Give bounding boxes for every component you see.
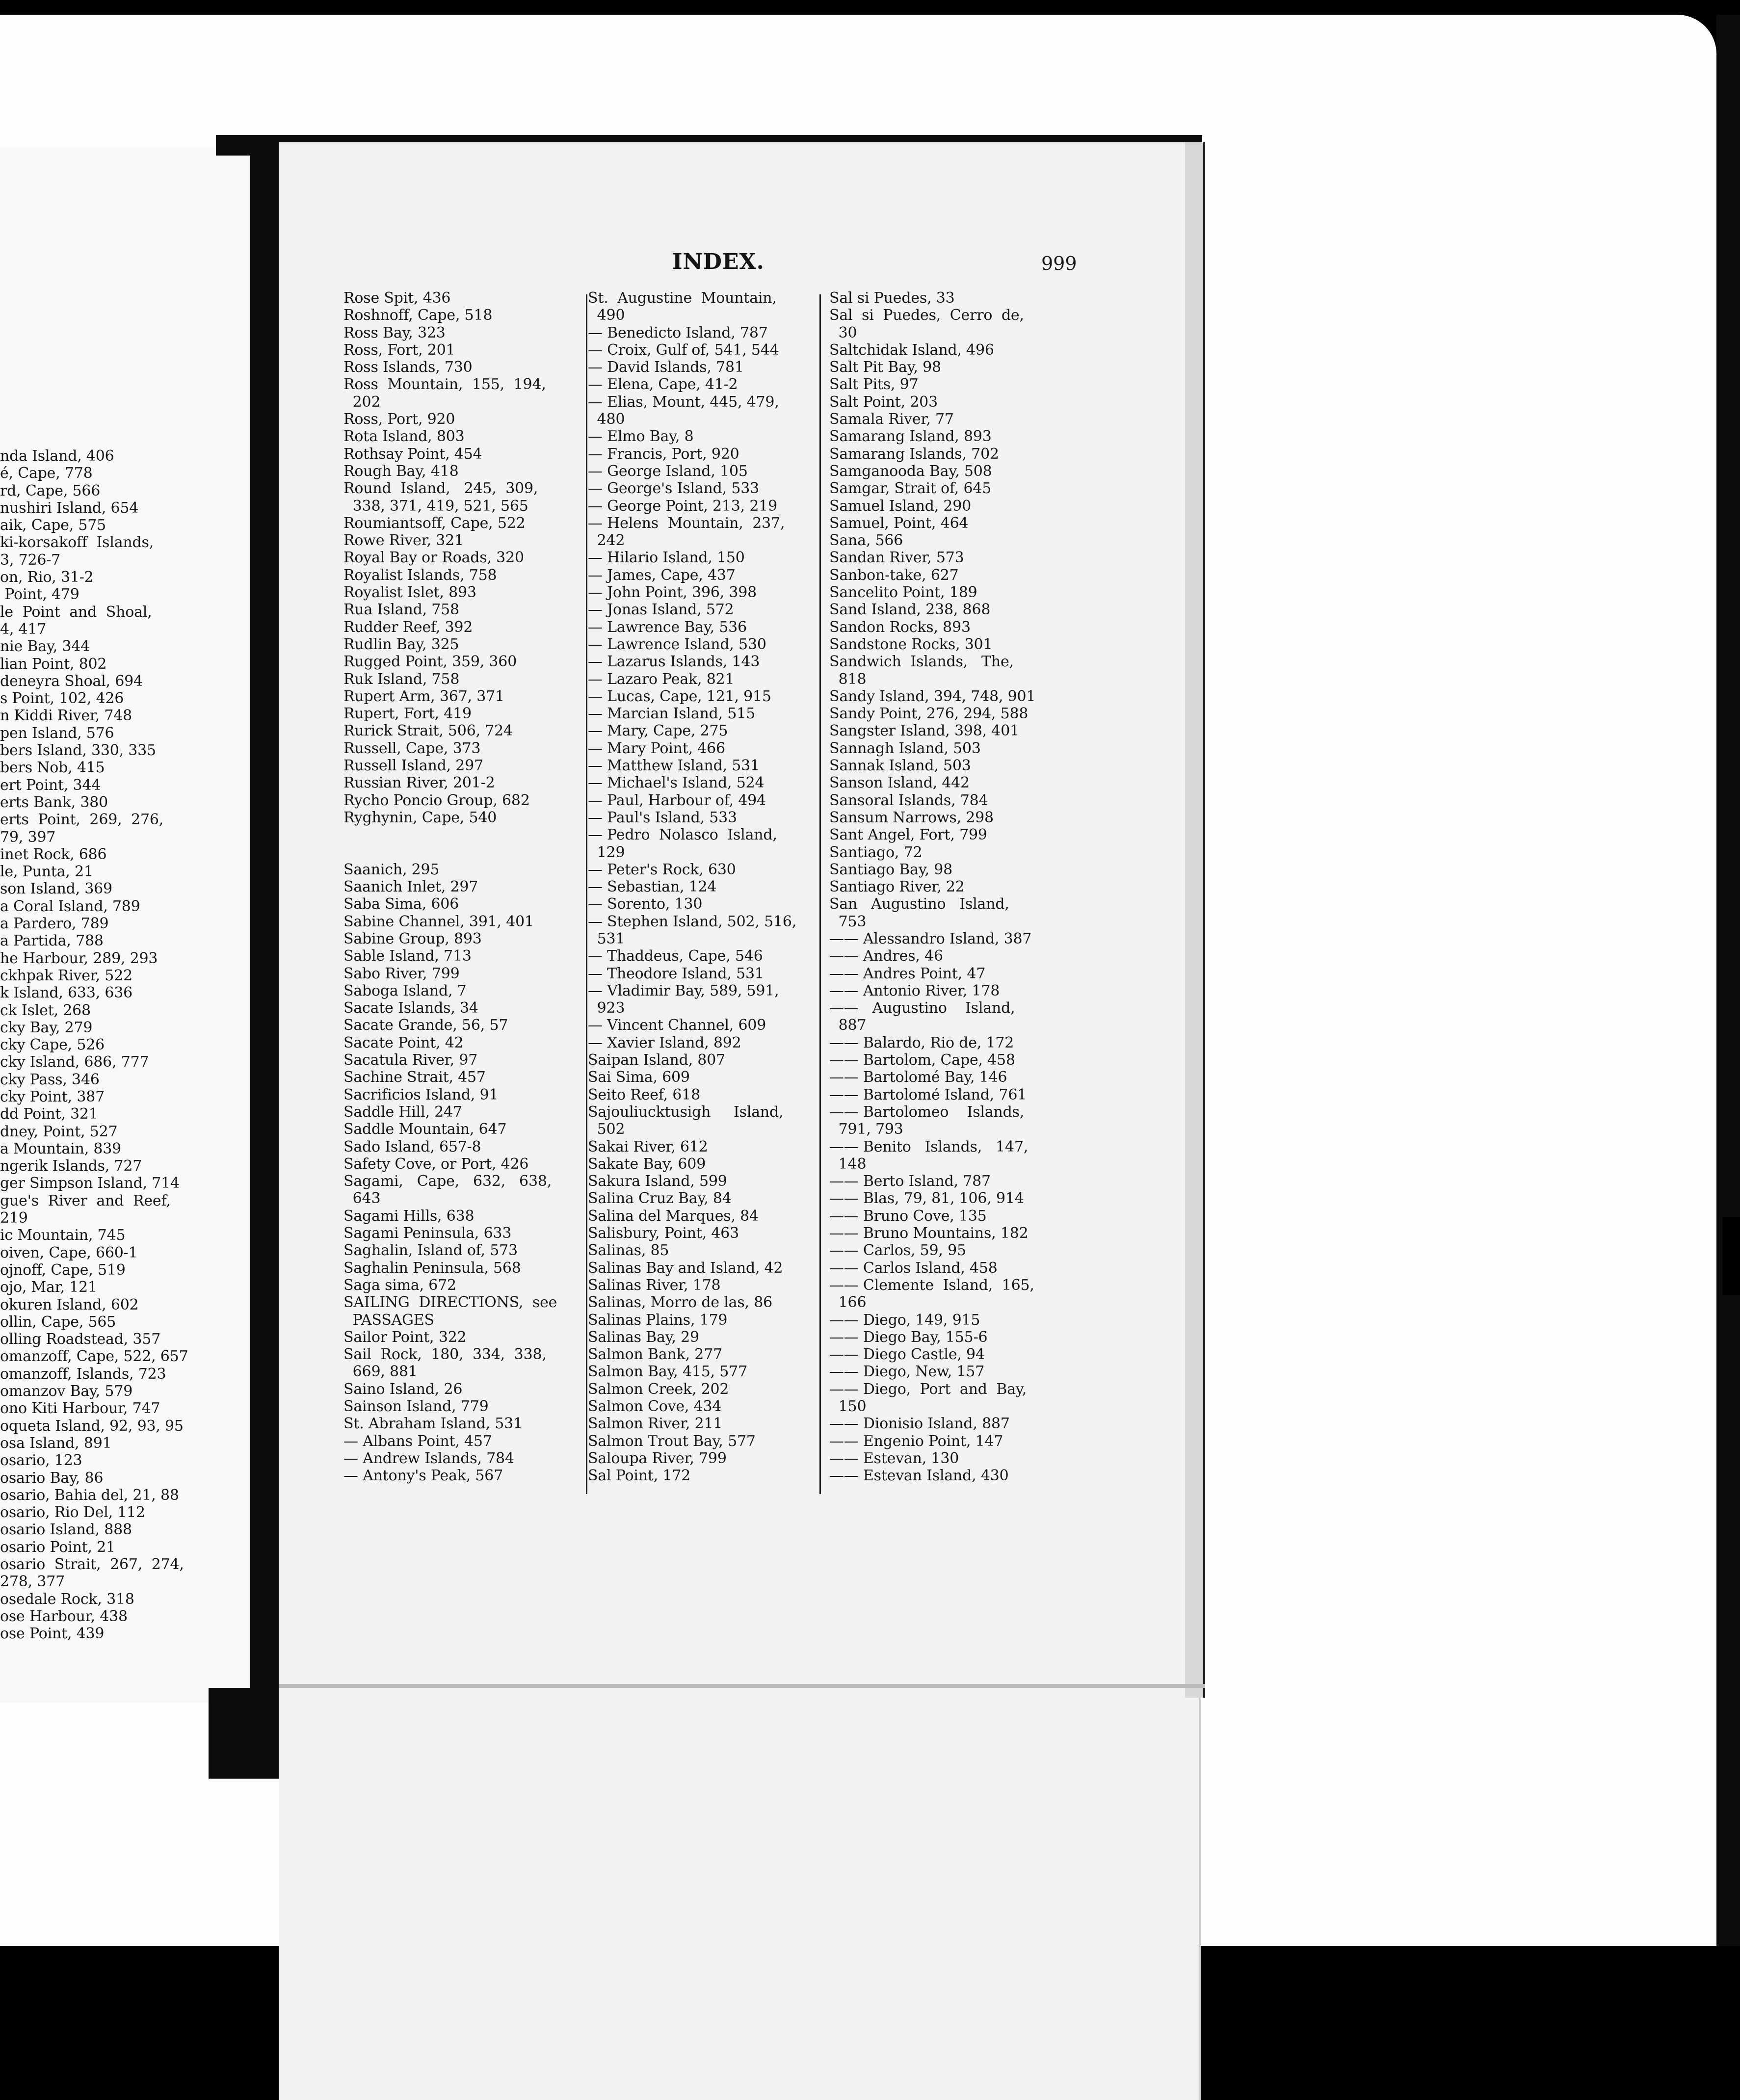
index-entry-line: 4, 417	[0, 620, 47, 638]
index-entry-line: — Benedicto Island, 787	[588, 324, 768, 341]
index-entry-line: okuren Island, 602	[0, 1296, 139, 1313]
index-entry-line: Salmon Bay, 415, 577	[588, 1363, 747, 1381]
index-entry-line: Rupert Arm, 367, 371	[343, 687, 504, 705]
index-entry-line: Sacrificios Island, 91	[343, 1086, 499, 1103]
index-entry-line: Rota Island, 803	[343, 428, 465, 446]
film-edge-mark	[1722, 1217, 1740, 1295]
index-entry-line: Roumiantsoff, Cape, 522	[343, 514, 526, 532]
index-entry-line: Sabo River, 799	[343, 965, 460, 982]
index-entry-line: Samarang Island, 893	[829, 428, 992, 446]
index-entry-line: ert Point, 344	[0, 776, 101, 794]
index-entry-line: osario Strait, 267, 274,	[0, 1556, 184, 1573]
index-entry-line: Salmon Cove, 434	[588, 1398, 722, 1415]
left-page-fragment	[0, 147, 250, 1703]
index-entry-line: — Xavier Island, 892	[588, 1034, 741, 1051]
index-entry-line: Rudlin Bay, 325	[343, 635, 459, 653]
index-entry-line: St. Augustine Mountain,	[588, 289, 777, 307]
index-entry-line: Salina del Marques, 84	[588, 1207, 759, 1225]
index-entry-line: — Francis, Port, 920	[588, 445, 739, 463]
index-entry-line: 669, 881	[343, 1363, 418, 1381]
index-entry-line: Saanich, 295	[343, 861, 440, 878]
index-entry-line: a Coral Island, 789	[0, 897, 140, 915]
index-entry-line: on, Rio, 31-2	[0, 569, 94, 586]
index-entry-line: é, Cape, 778	[0, 465, 93, 482]
index-entry-line: Samarang Islands, 702	[829, 445, 999, 463]
index-entry-line: —— Alessandro Island, 387	[829, 930, 1032, 947]
index-entry-line: Salmon Creek, 202	[588, 1380, 729, 1398]
index-entry-line: osario Bay, 86	[0, 1469, 104, 1487]
index-entry-line: Sakai River, 612	[588, 1138, 708, 1155]
index-entry-line: Sacatula River, 97	[343, 1051, 478, 1069]
page-fore-edge	[1185, 142, 1204, 1698]
index-entry-line: — Mary, Cape, 275	[588, 722, 728, 740]
index-entry-line: — Albans Point, 457	[343, 1432, 492, 1450]
index-entry-line: cky Island, 686, 777	[0, 1053, 149, 1071]
index-entry-line: Sand Island, 238, 868	[829, 601, 991, 619]
page-number: 999	[1041, 253, 1077, 274]
index-entry-line: 480	[588, 411, 625, 428]
page-bottom-edge	[279, 1684, 1205, 1688]
page-title: INDEX.	[672, 249, 765, 274]
index-entry-line: Salinas, Morro de las, 86	[588, 1294, 772, 1312]
index-entry-line: Rurick Strait, 506, 724	[343, 722, 513, 740]
index-entry-line: Sail Rock, 180, 334, 338,	[343, 1346, 547, 1364]
index-entry-line: — Paul, Harbour of, 494	[588, 791, 766, 809]
index-entry-line: osa Island, 891	[0, 1434, 112, 1452]
index-entry-line: Russell Island, 297	[343, 757, 483, 775]
index-entry-line: — Vladimir Bay, 589, 591,	[588, 982, 779, 999]
index-entry-line: Royalist Islands, 758	[343, 566, 497, 584]
index-entry-line: ger Simpson Island, 714	[0, 1175, 180, 1192]
index-entry-line: ollin, Cape, 565	[0, 1313, 116, 1331]
index-entry-line: Sandstone Rocks, 301	[829, 635, 993, 653]
index-entry-line: osario, 123	[0, 1452, 82, 1470]
index-entry-line: — Helens Mountain, 237,	[588, 514, 785, 532]
index-entry-line: —— Diego, 149, 915	[829, 1311, 980, 1329]
index-entry-line: a Mountain, 839	[0, 1140, 122, 1157]
index-entry-line: Salinas Plains, 179	[588, 1311, 728, 1329]
index-entry-line: osario, Bahia del, 21, 88	[0, 1486, 179, 1504]
book-gutter-shadow	[250, 137, 279, 1707]
index-entry-line: —— Diego, New, 157	[829, 1363, 985, 1381]
index-entry-line: —— Engenio Point, 147	[829, 1432, 1003, 1450]
index-entry-line: — Hilario Island, 150	[588, 549, 745, 567]
index-entry-line: Saddle Mountain, 647	[343, 1121, 507, 1138]
index-entry-line: —— Bartolom, Cape, 458	[829, 1051, 1015, 1069]
index-entry-line: Rothsay Point, 454	[343, 445, 482, 463]
index-entry-line: — David Islands, 781	[588, 359, 744, 376]
index-entry-line: Sacate Grande, 56, 57	[343, 1017, 508, 1034]
film-right-border	[1716, 15, 1740, 1946]
index-entry-line: — Peter's Rock, 630	[588, 861, 736, 878]
index-entry-line: — Lazarus Islands, 143	[588, 653, 760, 671]
index-entry-line: — Thaddeus, Cape, 546	[588, 947, 763, 965]
index-entry-line: Saloupa River, 799	[588, 1449, 727, 1467]
index-entry-line: gue's River and Reef,	[0, 1192, 171, 1209]
index-entry-line: ojnoff, Cape, 519	[0, 1261, 126, 1279]
index-entry-line: — Pedro Nolasco Island,	[588, 826, 777, 844]
index-entry-line: —— Bartolomé Bay, 146	[829, 1069, 1007, 1086]
index-entry-line: ckhpak River, 522	[0, 967, 132, 984]
index-entry-line: olling Roadstead, 357	[0, 1331, 161, 1348]
index-entry-line: Rugged Point, 359, 360	[343, 653, 517, 671]
index-entry-line: —— Berto Island, 787	[829, 1173, 991, 1190]
index-entry-line: Sabine Channel, 391, 401	[343, 913, 534, 930]
index-entry-line: Samuel, Point, 464	[829, 514, 969, 532]
index-entry-line: — George's Island, 533	[588, 480, 759, 498]
index-entry-line: Salmon River, 211	[588, 1415, 723, 1433]
index-entry-line: Sansum Narrows, 298	[829, 809, 994, 826]
index-column-1	[343, 289, 574, 1484]
index-entry-line: son Island, 369	[0, 880, 112, 898]
index-entry-line: omanzoff, Islands, 723	[0, 1365, 166, 1383]
index-entry-line: lian Point, 802	[0, 655, 107, 673]
index-entry-line: Salt Pit Bay, 98	[829, 359, 941, 376]
index-column-2	[588, 289, 818, 1484]
index-entry-line: 753	[829, 913, 867, 930]
index-entry-line: —— Diego Bay, 155-6	[829, 1328, 988, 1346]
index-entry-line: Round Island, 245, 309,	[343, 480, 538, 498]
index-entry-line: Saipan Island, 807	[588, 1051, 725, 1069]
index-entry-line: Sal si Puedes, Cerro de,	[829, 307, 1024, 324]
index-entry-line: Salinas, 85	[588, 1242, 669, 1260]
index-entry-line: oiven, Cape, 660-1	[0, 1244, 138, 1261]
index-entry-line: pen Island, 576	[0, 724, 114, 742]
index-entry-line: Sagami Peninsula, 633	[343, 1225, 512, 1242]
index-entry-line: — Paul's Island, 533	[588, 809, 737, 826]
index-entry-line: Rowe River, 321	[343, 532, 464, 550]
index-entry-line: nda Island, 406	[0, 447, 114, 465]
index-entry-line: 278, 377	[0, 1573, 65, 1591]
index-entry-line: Sandon Rocks, 893	[829, 618, 971, 636]
index-entry-line: Sangster Island, 398, 401	[829, 722, 1019, 740]
index-entry-line: Rua Island, 758	[343, 601, 459, 619]
index-entry-line: 502	[588, 1121, 625, 1138]
index-entry-line: 887	[829, 1017, 867, 1034]
index-entry-line: —— Bartolomeo Islands,	[829, 1103, 1025, 1121]
index-entry-line	[343, 826, 574, 843]
index-entry-line: cky Pass, 346	[0, 1071, 100, 1088]
index-entry-line: Saboga Island, 7	[343, 982, 467, 999]
page-fore-edge-line	[1203, 142, 1205, 1698]
index-entry-line: ngerik Islands, 727	[0, 1157, 142, 1175]
index-entry-line: — James, Cape, 437	[588, 566, 736, 584]
index-entry-line: Salinas Bay and Island, 42	[588, 1259, 783, 1277]
index-entry-line: Salt Pits, 97	[829, 376, 919, 394]
index-entry-line: Sable Island, 713	[343, 947, 472, 965]
index-entry-line: Saltchidak Island, 496	[829, 341, 994, 359]
index-entry-line: cky Point, 387	[0, 1088, 105, 1105]
index-entry-line: 490	[588, 307, 625, 324]
index-entry-line: —— Balardo, Rio de, 172	[829, 1034, 1014, 1051]
index-entry-line: ki-korsakoff Islands,	[0, 534, 154, 551]
index-entry-line: San Augustino Island,	[829, 895, 1009, 913]
index-entry-line: Saga sima, 672	[343, 1276, 456, 1294]
index-entry-line: Sandan River, 573	[829, 549, 964, 567]
index-entry-line: —— Blas, 79, 81, 106, 914	[829, 1190, 1024, 1208]
index-entry-line: — Antony's Peak, 567	[343, 1467, 503, 1485]
index-entry-line: ose Point, 439	[0, 1625, 105, 1643]
index-entry-line: Point, 479	[0, 586, 79, 604]
index-entry-line: Sandwich Islands, The,	[829, 653, 1014, 671]
column-rule-1	[586, 294, 587, 1494]
index-entry-line: Sachine Strait, 457	[343, 1069, 486, 1086]
index-entry-line: Sajouliucktusigh Island,	[588, 1103, 784, 1121]
index-entry-line: bers Island, 330, 335	[0, 742, 156, 760]
index-entry-line: Saanich Inlet, 297	[343, 878, 478, 896]
index-entry-line: Sannagh Island, 503	[829, 739, 981, 757]
index-entry-line: — Lawrence Bay, 536	[588, 618, 747, 636]
index-entry-line: Saddle Hill, 247	[343, 1103, 462, 1121]
index-entry-line: Rycho Poncio Group, 682	[343, 791, 530, 809]
index-entry-line: Ross Mountain, 155, 194,	[343, 376, 546, 394]
index-entry-line: Salt Point, 203	[829, 393, 938, 411]
index-entry-line: Royal Bay or Roads, 320	[343, 549, 524, 567]
index-entry-line: — Lucas, Cape, 121, 915	[588, 687, 771, 705]
index-entry-line: Salmon Trout Bay, 577	[588, 1432, 756, 1450]
index-entry-line: Sacate Islands, 34	[343, 999, 478, 1017]
index-entry-line: — John Point, 396, 398	[588, 584, 757, 602]
index-entry-line: Santiago River, 22	[829, 878, 965, 896]
index-entry-line: Sacate Point, 42	[343, 1034, 464, 1051]
index-entry-line: Saino Island, 26	[343, 1380, 463, 1398]
index-entry-line: Salina Cruz Bay, 84	[588, 1190, 732, 1208]
index-entry-line: 219	[0, 1209, 28, 1227]
index-entry-line: Safety Cove, or Port, 426	[343, 1155, 529, 1173]
index-entry-line: inet Rock, 686	[0, 845, 107, 863]
index-entry-line: SAILING DIRECTIONS, see	[343, 1294, 557, 1312]
index-entry-line: —— Carlos Island, 458	[829, 1259, 998, 1277]
index-entry-line: Sakura Island, 599	[588, 1173, 727, 1190]
index-entry-line: Santiago, 72	[829, 843, 923, 861]
index-entry-line: —— Benito Islands, 147,	[829, 1138, 1028, 1155]
index-entry-line: 166	[829, 1294, 867, 1312]
left-page-index-column	[0, 447, 211, 1642]
index-entry-line: —— Bartolomé Island, 761	[829, 1086, 1027, 1103]
index-entry-line: erts Point, 269, 276,	[0, 811, 164, 829]
index-entry-line: Russian River, 201-2	[343, 774, 495, 792]
index-entry-line: Sailor Point, 322	[343, 1328, 467, 1346]
index-entry-line: Sal si Puedes, 33	[829, 289, 955, 307]
index-entry-line: a Pardero, 789	[0, 915, 109, 933]
index-entry-line: Russell, Cape, 373	[343, 739, 481, 757]
index-entry-line: —— Diego Castle, 94	[829, 1346, 985, 1364]
index-entry-line: Ross Islands, 730	[343, 359, 473, 376]
index-entry-line: Saghalin Peninsula, 568	[343, 1259, 521, 1277]
index-entry-line: — Elias, Mount, 445, 479,	[588, 393, 779, 411]
column-rule-2	[819, 294, 821, 1494]
index-entry-line: nushiri Island, 654	[0, 499, 139, 517]
index-entry-line: ose Harbour, 438	[0, 1607, 128, 1625]
index-entry-line: erts Bank, 380	[0, 793, 108, 811]
index-entry-line: — Vincent Channel, 609	[588, 1017, 766, 1034]
index-entry-line: 338, 371, 419, 521, 565	[343, 497, 528, 515]
index-entry-line: aik, Cape, 575	[0, 517, 106, 534]
index-entry-line: Sado Island, 657-8	[343, 1138, 481, 1155]
index-entry-line: Sana, 566	[829, 532, 903, 550]
index-entry-line: Sagami Hills, 638	[343, 1207, 475, 1225]
index-entry-line: Ryghynin, Cape, 540	[343, 809, 497, 826]
index-entry-line: —— Andres Point, 47	[829, 965, 986, 982]
index-entry-line: osario Point, 21	[0, 1538, 115, 1556]
index-entry-line: cky Bay, 279	[0, 1019, 93, 1036]
index-entry-line	[343, 844, 574, 861]
index-entry-line: Samganooda Bay, 508	[829, 462, 992, 480]
index-entry-line: omanzov Bay, 579	[0, 1383, 133, 1400]
index-entry-line: osedale Rock, 318	[0, 1590, 134, 1608]
index-entry-line: —— Augustino Island,	[829, 999, 1015, 1017]
index-column-3	[829, 289, 1084, 1484]
index-entry-line: PASSAGES	[343, 1311, 434, 1329]
index-entry-line: — Matthew Island, 531	[588, 757, 760, 775]
index-entry-line: — Elena, Cape, 41-2	[588, 376, 738, 394]
index-entry-line: —— Clemente Island, 165,	[829, 1276, 1034, 1294]
index-entry-line: Sannak Island, 503	[829, 757, 971, 775]
index-entry-line: — Sebastian, 124	[588, 878, 717, 896]
index-entry-line: nie Bay, 344	[0, 638, 90, 656]
index-entry-line: —— Carlos, 59, 95	[829, 1242, 966, 1260]
index-entry-line: —— Antonio River, 178	[829, 982, 1000, 999]
index-entry-line: Royalist Islet, 893	[343, 584, 476, 602]
index-entry-line: Sansoral Islands, 784	[829, 791, 988, 809]
index-entry-line: Rough Bay, 418	[343, 462, 459, 480]
index-entry-line: le, Punta, 21	[0, 863, 93, 881]
index-entry-line: 3, 726-7	[0, 551, 61, 569]
index-entry-line: a Partida, 788	[0, 932, 104, 950]
index-entry-line: Sakate Bay, 609	[588, 1155, 706, 1173]
index-entry-line: — George Island, 105	[588, 462, 748, 480]
index-entry-line: ono Kiti Harbour, 747	[0, 1400, 160, 1418]
index-entry-line: 242	[588, 532, 625, 550]
index-entry-line: ck Islet, 268	[0, 1001, 91, 1019]
index-entry-line: ic Mountain, 745	[0, 1227, 126, 1244]
index-entry-line: he Harbour, 289, 293	[0, 949, 158, 967]
index-entry-line: Sandy Point, 276, 294, 588	[829, 705, 1028, 723]
index-entry-line: Salmon Bank, 277	[588, 1346, 722, 1364]
index-entry-line: — Sorento, 130	[588, 895, 703, 913]
index-entry-line: Saba Sima, 606	[343, 895, 459, 913]
index-entry-line: 643	[343, 1190, 381, 1208]
index-entry-line: Ross, Port, 920	[343, 411, 455, 428]
index-entry-line: Saghalin, Island of, 573	[343, 1242, 518, 1260]
index-entry-line: — Mary Point, 466	[588, 739, 725, 757]
index-entry-line: 148	[829, 1155, 867, 1173]
index-entry-line: osario Island, 888	[0, 1521, 132, 1539]
index-entry-line: — Theodore Island, 531	[588, 965, 764, 982]
index-entry-line: 79, 397	[0, 828, 56, 846]
index-entry-line: — Michael's Island, 524	[588, 774, 765, 792]
index-entry-line: Sal Point, 172	[588, 1467, 691, 1485]
index-entry-line: Seito Reef, 618	[588, 1086, 701, 1103]
index-entry-line: dd Point, 321	[0, 1105, 98, 1123]
index-entry-line: s Point, 102, 426	[0, 690, 124, 708]
index-entry-line: —— Andres, 46	[829, 947, 943, 965]
index-entry-line: —— Estevan Island, 430	[829, 1467, 1009, 1485]
index-entry-line: Rose Spit, 436	[343, 289, 451, 307]
index-entry-line: osario, Rio Del, 112	[0, 1504, 145, 1522]
index-entry-line: rd, Cape, 566	[0, 482, 101, 499]
index-entry-line: Sandy Island, 394, 748, 901	[829, 687, 1036, 705]
index-entry-line: — Lazaro Peak, 821	[588, 670, 735, 688]
index-entry-line: Samala River, 77	[829, 411, 954, 428]
index-entry-line: bers Nob, 415	[0, 759, 105, 777]
index-entry-line: Sancelito Point, 189	[829, 584, 977, 602]
index-entry-line: Sanbon-take, 627	[829, 566, 959, 584]
index-entry-line: Salinas Bay, 29	[588, 1328, 699, 1346]
index-entry-line: Ruk Island, 758	[343, 670, 460, 688]
index-entry-line: 531	[588, 930, 625, 947]
index-entry-line: Samuel Island, 290	[829, 497, 972, 515]
index-entry-line: omanzoff, Cape, 522, 657	[0, 1348, 188, 1365]
index-entry-line: le Point and Shoal,	[0, 603, 152, 621]
index-entry-line: Ross, Fort, 201	[343, 341, 455, 359]
index-entry-line: —— Estevan, 130	[829, 1449, 959, 1467]
index-entry-line: — Jonas Island, 572	[588, 601, 734, 619]
index-entry-line: Sabine Group, 893	[343, 930, 482, 947]
index-entry-line: Samgar, Strait of, 645	[829, 480, 992, 498]
index-entry-line: — George Point, 213, 219	[588, 497, 778, 515]
index-entry-line: Sant Angel, Fort, 799	[829, 826, 987, 844]
index-entry-line: St. Abraham Island, 531	[343, 1415, 523, 1433]
index-entry-line: — Stephen Island, 502, 516,	[588, 913, 797, 930]
index-entry-line: — Croix, Gulf of, 541, 544	[588, 341, 779, 359]
index-entry-line: Ross Bay, 323	[343, 324, 446, 341]
index-entry-line: Sagami, Cape, 632, 638,	[343, 1173, 552, 1190]
index-entry-line: Roshnoff, Cape, 518	[343, 307, 493, 324]
index-entry-line: 923	[588, 999, 625, 1017]
index-entry-line: Salinas River, 178	[588, 1276, 721, 1294]
index-entry-line: —— Bruno Cove, 135	[829, 1207, 987, 1225]
index-entry-line: — Elmo Bay, 8	[588, 428, 694, 446]
index-entry-line: — Marcian Island, 515	[588, 705, 756, 723]
index-entry-line: —— Dionisio Island, 887	[829, 1415, 1010, 1433]
index-entry-line: —— Bruno Mountains, 182	[829, 1225, 1028, 1242]
index-entry-line: — Andrew Islands, 784	[343, 1449, 514, 1467]
index-entry-line: —— Diego, Port and Bay,	[829, 1380, 1027, 1398]
index-entry-line: Sanson Island, 442	[829, 774, 970, 792]
index-entry-line: Sainson Island, 779	[343, 1398, 489, 1415]
index-entry-line: Santiago Bay, 98	[829, 861, 953, 878]
index-entry-line: — Lawrence Island, 530	[588, 635, 766, 653]
index-entry-line: deneyra Shoal, 694	[0, 672, 143, 690]
index-entry-line: Sai Sima, 609	[588, 1069, 690, 1086]
index-entry-line: Salisbury, Point, 463	[588, 1225, 739, 1242]
index-entry-line: 129	[588, 843, 625, 861]
index-entry-line: 150	[829, 1398, 867, 1415]
index-entry-line: ojo, Mar, 121	[0, 1279, 97, 1296]
index-entry-line: 30	[829, 324, 857, 341]
index-entry-line: oqueta Island, 92, 93, 95	[0, 1417, 184, 1435]
index-entry-line: 791, 793	[829, 1121, 903, 1138]
index-entry-line: Rupert, Fort, 419	[343, 705, 472, 723]
index-entry-line: cky Cape, 526	[0, 1036, 105, 1054]
index-entry-line: 202	[343, 393, 381, 411]
index-entry-line: n Kiddi River, 748	[0, 707, 132, 725]
index-entry-line: 818	[829, 670, 867, 688]
index-entry-line: dney, Point, 527	[0, 1123, 118, 1140]
index-entry-line: k Island, 633, 636	[0, 984, 133, 1002]
index-entry-line: Rudder Reef, 392	[343, 618, 473, 636]
